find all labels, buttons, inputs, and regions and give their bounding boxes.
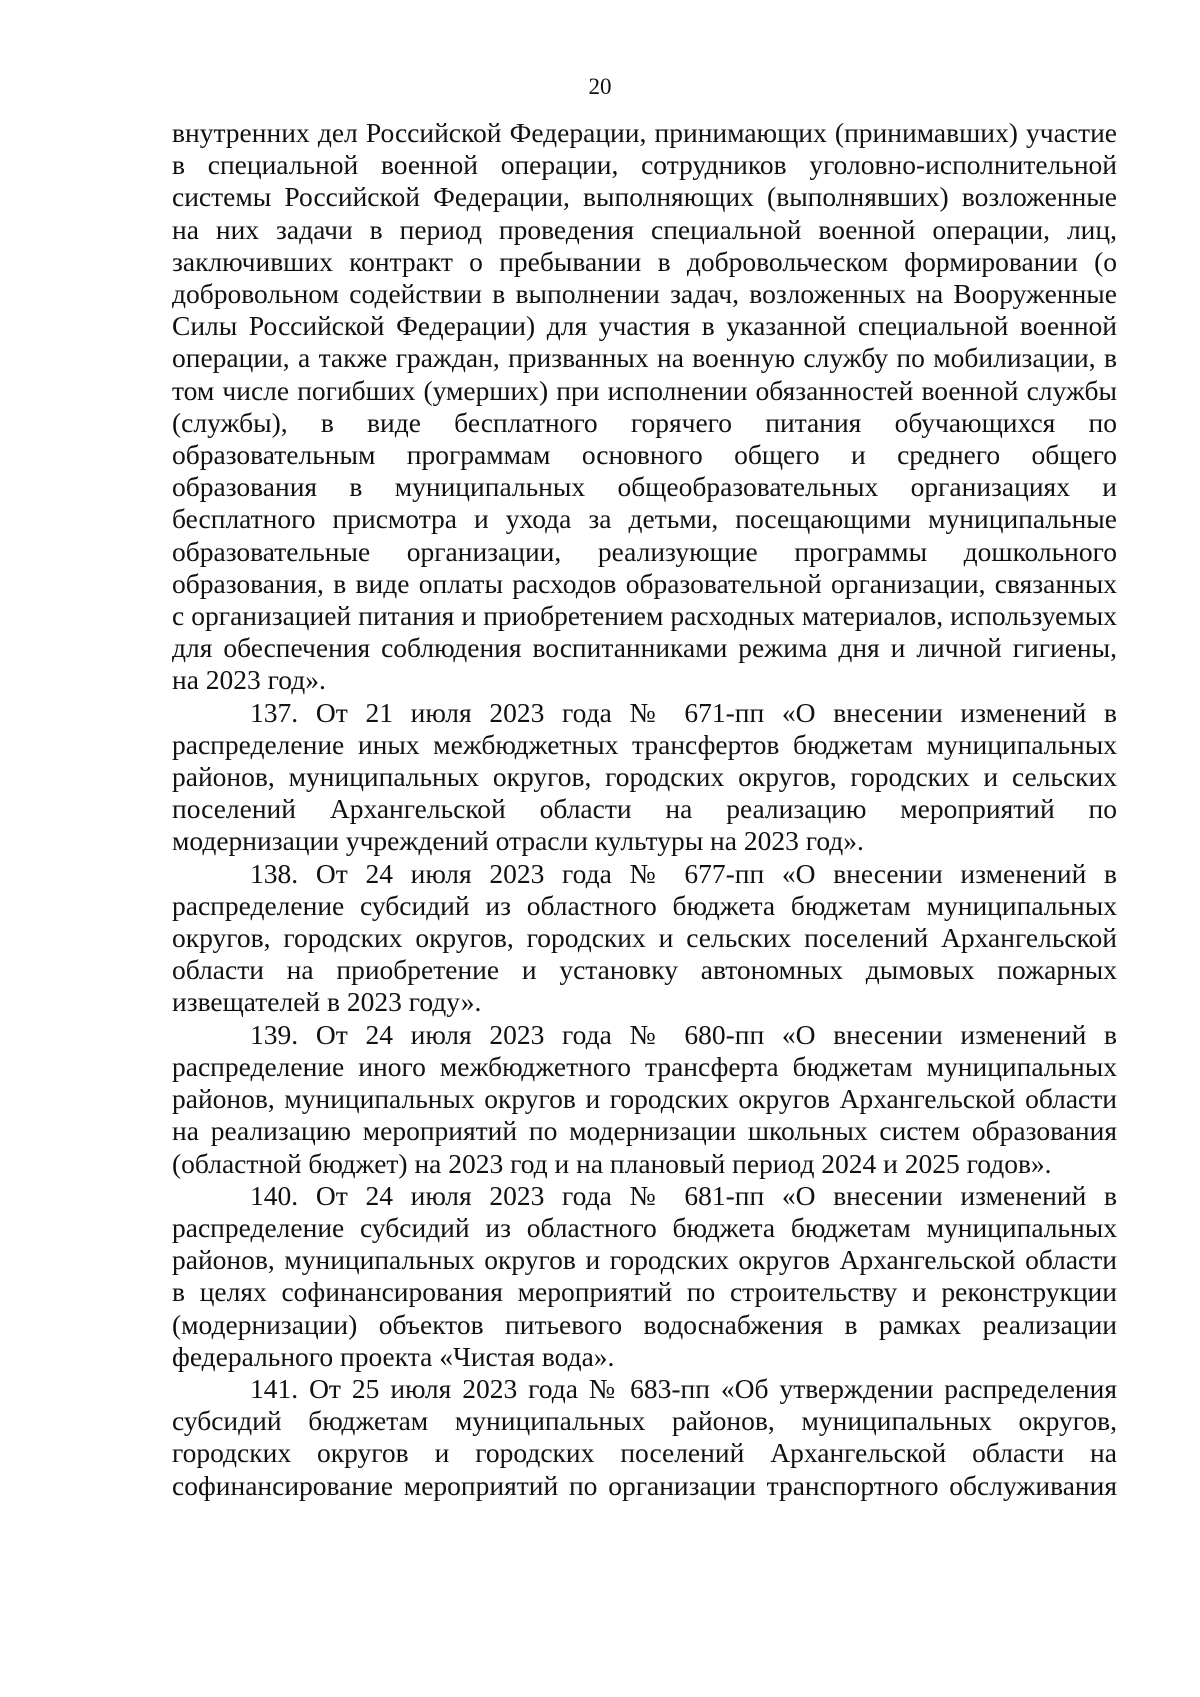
paragraph-item-140: 140. От 24 июля 2023 года № 681-пп «О внесении изменений в распределение субсидий из областного бюджета бюджетам муниципальных районов, муниципальных округов и городских округов Архангельской области в целях софинансирования мероприятий по строительству и реконструкции (модернизации) объектов питьевого водоснабжения в рамках реализации федерального проекта «Чистая вода». <box>172 1179 1117 1372</box>
paragraph-item-137: 137. От 21 июля 2023 года № 671-пп «О внесении изменений в распределение иных межбюджетных трансфертов бюджетам муниципальных районов, муниципальных округов, городских округов, городских и сельских поселений Архангельской области на реализацию мероприятий по модернизации учреждений отрасли культуры на 2023 год». <box>172 696 1117 857</box>
paragraph-continuation: внутренних дел Российской Федерации, принимающих (принимавших) участие в специальной военной операции, сотрудников уголовно-исполнительной системы Российской Федерации, выполняющих (выполнявших) возложенные на них задачи в период проведения специальной военной операции, лиц, заключивших контракт о пребывании в добровольческом формировании (о добровольном содействии в выполнении задач, возложенных на Вооруженные Силы Российской Федерации) для участия в указанной специальной военной операции, а также граждан, призванных на военную службу по мобилизации, в том числе погибших (умерших) при исполнении обязанностей военной службы (службы), в виде бесплатного горячего питания обучающихся по образовательным программам основного общего и среднего общего образования в муниципальных общеобразовательных организациях и бесплатного присмотра и ухода за детьми, посещающими муниципальные образовательные организации, реализующие программы дошкольного образования, в виде оплаты расходов образовательной организации, связанных с организацией питания и приобретением расходных материалов, используемых для обеспечения соблюдения воспитанниками режима дня и личной гигиены, на 2023 год». <box>172 117 1117 696</box>
paragraph-item-138: 138. От 24 июля 2023 года № 677-пп «О внесении изменений в распределение субсидий из областного бюджета бюджетам муниципальных округов, городских округов, городских и сельских поселений Архангельской области на приобретение и установку автономных дымовых пожарных извещателей в 2023 году». <box>172 857 1117 1018</box>
paragraph-item-139: 139. От 24 июля 2023 года № 680-пп «О внесении изменений в распределение иного межбюджетного трансферта бюджетам муниципальных районов, муниципальных округов и городских округов Архангельской области на реализацию мероприятий по модернизации школьных систем образования (областной бюджет) на 2023 год и на плановый период 2024 и 2025 годов». <box>172 1018 1117 1179</box>
paragraph-item-141: 141. От 25 июля 2023 года № 683-пп «Об утверждении распределения субсидий бюджетам муниципальных районов, муниципальных округов, городских округов и городских поселений Архангельской области на софинансирование мероприятий по организации транспортного обслуживания <box>172 1372 1117 1501</box>
page-number: 20 <box>588 74 612 99</box>
document-body <box>172 117 1117 1502</box>
